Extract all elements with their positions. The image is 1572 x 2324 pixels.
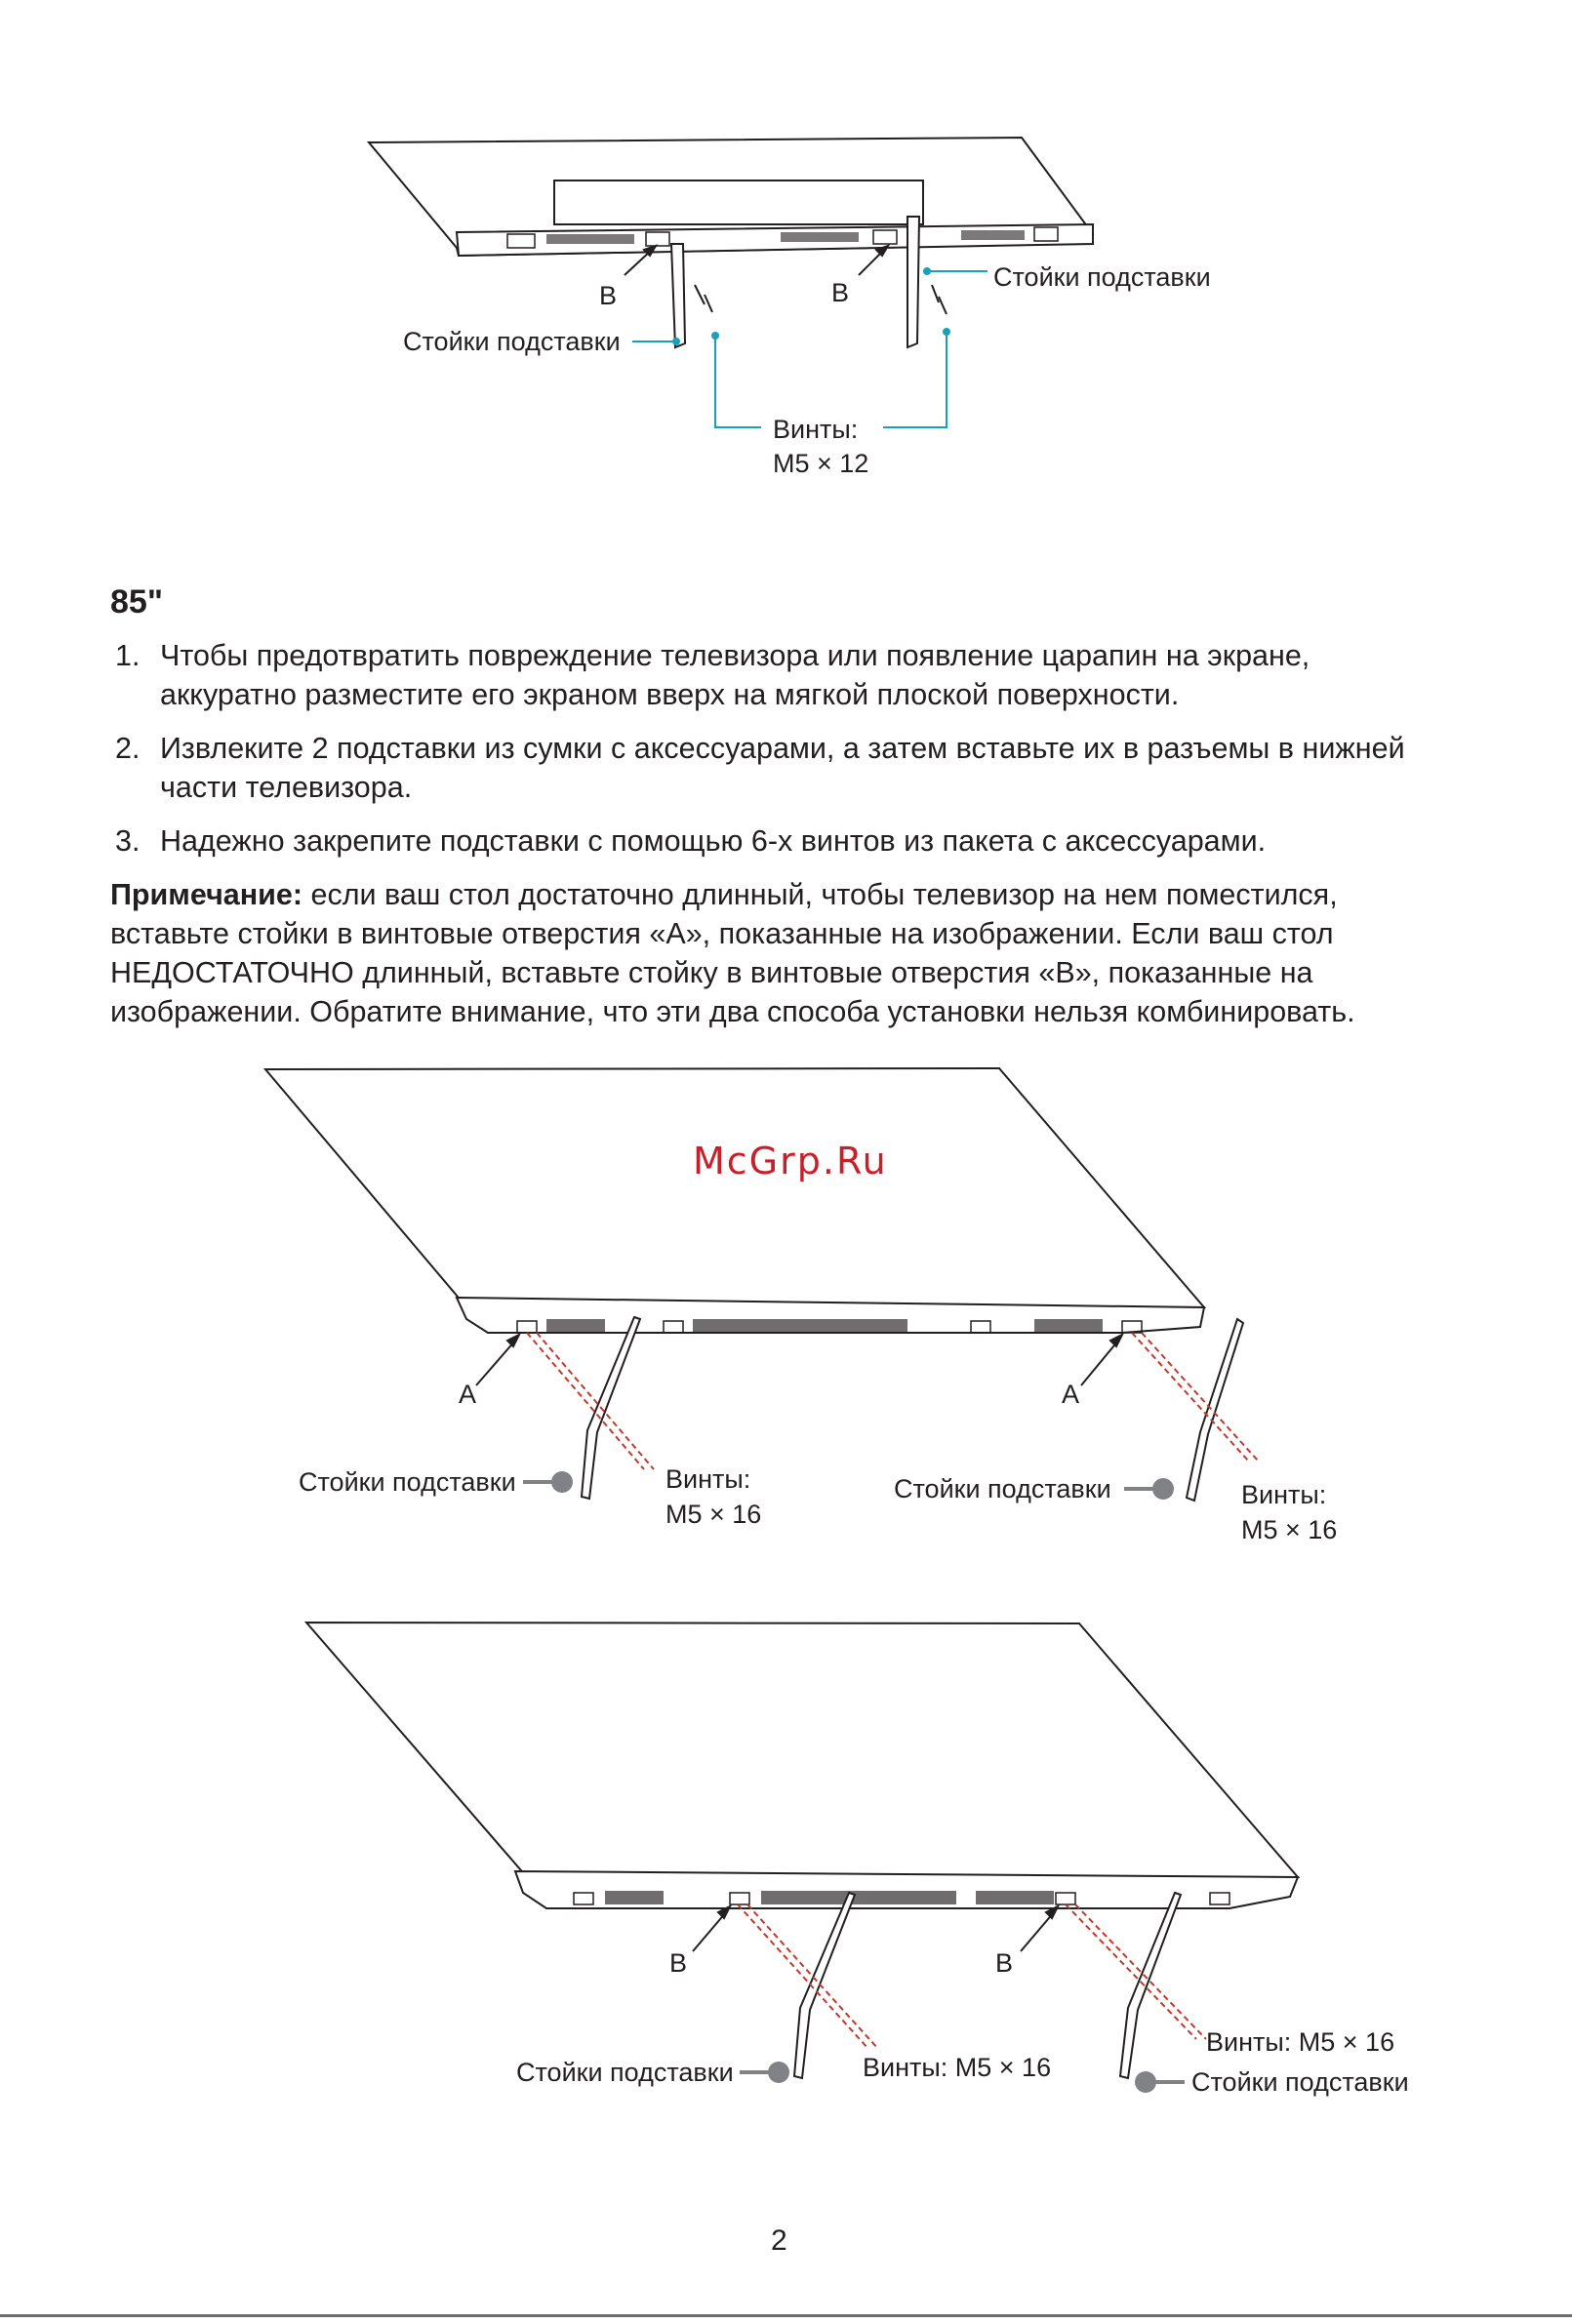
- screw: [705, 295, 712, 312]
- step-item: [110, 821, 1418, 861]
- stand-label-right: Стойки подставки: [894, 1474, 1111, 1503]
- screws-label-right-line2: M5 × 16: [1241, 1515, 1338, 1544]
- step-number: 3.: [115, 824, 141, 858]
- screws-label-right-line1: Винты:: [1241, 1480, 1327, 1509]
- section-title: 85": [110, 583, 163, 621]
- arrow-a-right: [1081, 1341, 1118, 1385]
- step-number: 2.: [115, 732, 141, 765]
- note-label: Примечание:: [110, 878, 303, 911]
- speaker-grille: [1034, 1319, 1103, 1333]
- page-number: 2: [771, 2224, 787, 2257]
- stand-label-left: Стойки подставки: [403, 327, 621, 356]
- stand-label-right: Стойки подставки: [993, 262, 1211, 292]
- screw: [695, 285, 705, 304]
- screw-path: [1075, 1904, 1206, 2039]
- screws-label-right: Винты: M5 × 16: [1206, 2027, 1395, 2057]
- label-a-left: A: [459, 1380, 477, 1409]
- screws-bracket: [715, 336, 761, 427]
- step-text: Надежно закрепите подставки с помощью 6-х винтов из пакета с аксессуарами.: [160, 824, 1267, 858]
- tv-screen: [306, 1623, 1298, 1877]
- label-b-right: B: [995, 1948, 1014, 1978]
- tv-center-bracket: [554, 180, 923, 224]
- speaker-grille: [693, 1319, 907, 1333]
- stand-leg-right: [1187, 1319, 1243, 1501]
- tv-screen: [265, 1068, 1204, 1309]
- screws-bracket: [883, 332, 947, 427]
- step-item: [110, 636, 1418, 714]
- label-b-left: B: [599, 281, 618, 310]
- speaker-grille: [546, 234, 634, 244]
- label-b-right: B: [831, 278, 850, 307]
- label-b-left: B: [669, 1948, 688, 1978]
- stand-leg-left: [671, 244, 685, 347]
- speaker-grille: [781, 232, 859, 242]
- stand-label-left: Стойки подставки: [516, 2058, 734, 2087]
- step-text: Чтобы предотвратить повреждение телевизора или появление царапин на экране, аккуратно разместите его экраном вверх на мягкой плоской поверхности.: [160, 639, 1310, 711]
- steps-list: [110, 636, 1418, 875]
- label-a-right: A: [1062, 1380, 1080, 1409]
- stand-label-left: Стойки подставки: [299, 1467, 516, 1497]
- stand-leg-right: [907, 217, 919, 347]
- screws-label-line1: Винты:: [773, 415, 859, 444]
- watermark: McGrp.Ru: [693, 1140, 888, 1182]
- step-item: [110, 729, 1418, 807]
- speaker-grille: [976, 1891, 1054, 1904]
- speaker-grille: [961, 230, 1025, 240]
- note-paragraph: [110, 875, 1457, 1031]
- bottom-rule: [0, 2314, 1572, 2317]
- arrow-b-right: [1021, 1912, 1054, 1951]
- screws-label-left-line2: M5 × 16: [665, 1500, 762, 1529]
- stand-leg-right: [1120, 1893, 1181, 2078]
- note-text: если ваш стол достаточно длинный, чтобы телевизор на нем поместился, вставьте стойки в винтовые отверстия «A», показанные на изображении. Если ваш стол НЕДОСТАТОЧНО длинный, вставьте стойку в винтовые отверстия «B», показанные на изображении. Обратите внимание, что эти два способа установки нельзя комбинировать.: [110, 878, 1355, 1028]
- screws-label-left: Винты: M5 × 16: [863, 2053, 1052, 2082]
- stand-leg-left: [794, 1893, 855, 2078]
- speaker-grille: [761, 1891, 956, 1904]
- speaker-grille: [546, 1319, 605, 1333]
- screw: [932, 285, 939, 302]
- screws-label-left-line1: Винты:: [665, 1464, 751, 1494]
- screws-label-line2: M5 × 12: [773, 449, 869, 478]
- stand-label-right: Стойки подставки: [1191, 2067, 1409, 2097]
- step-text: Извлеките 2 подставки из сумки с аксессуарами, а затем вставьте их в разъемы в нижней части телевизора.: [160, 732, 1405, 804]
- step-number: 1.: [115, 639, 141, 672]
- arrow-a-left: [476, 1341, 515, 1385]
- arrow-b-left: [693, 1912, 726, 1951]
- screw: [939, 297, 947, 314]
- speaker-grille: [605, 1891, 664, 1904]
